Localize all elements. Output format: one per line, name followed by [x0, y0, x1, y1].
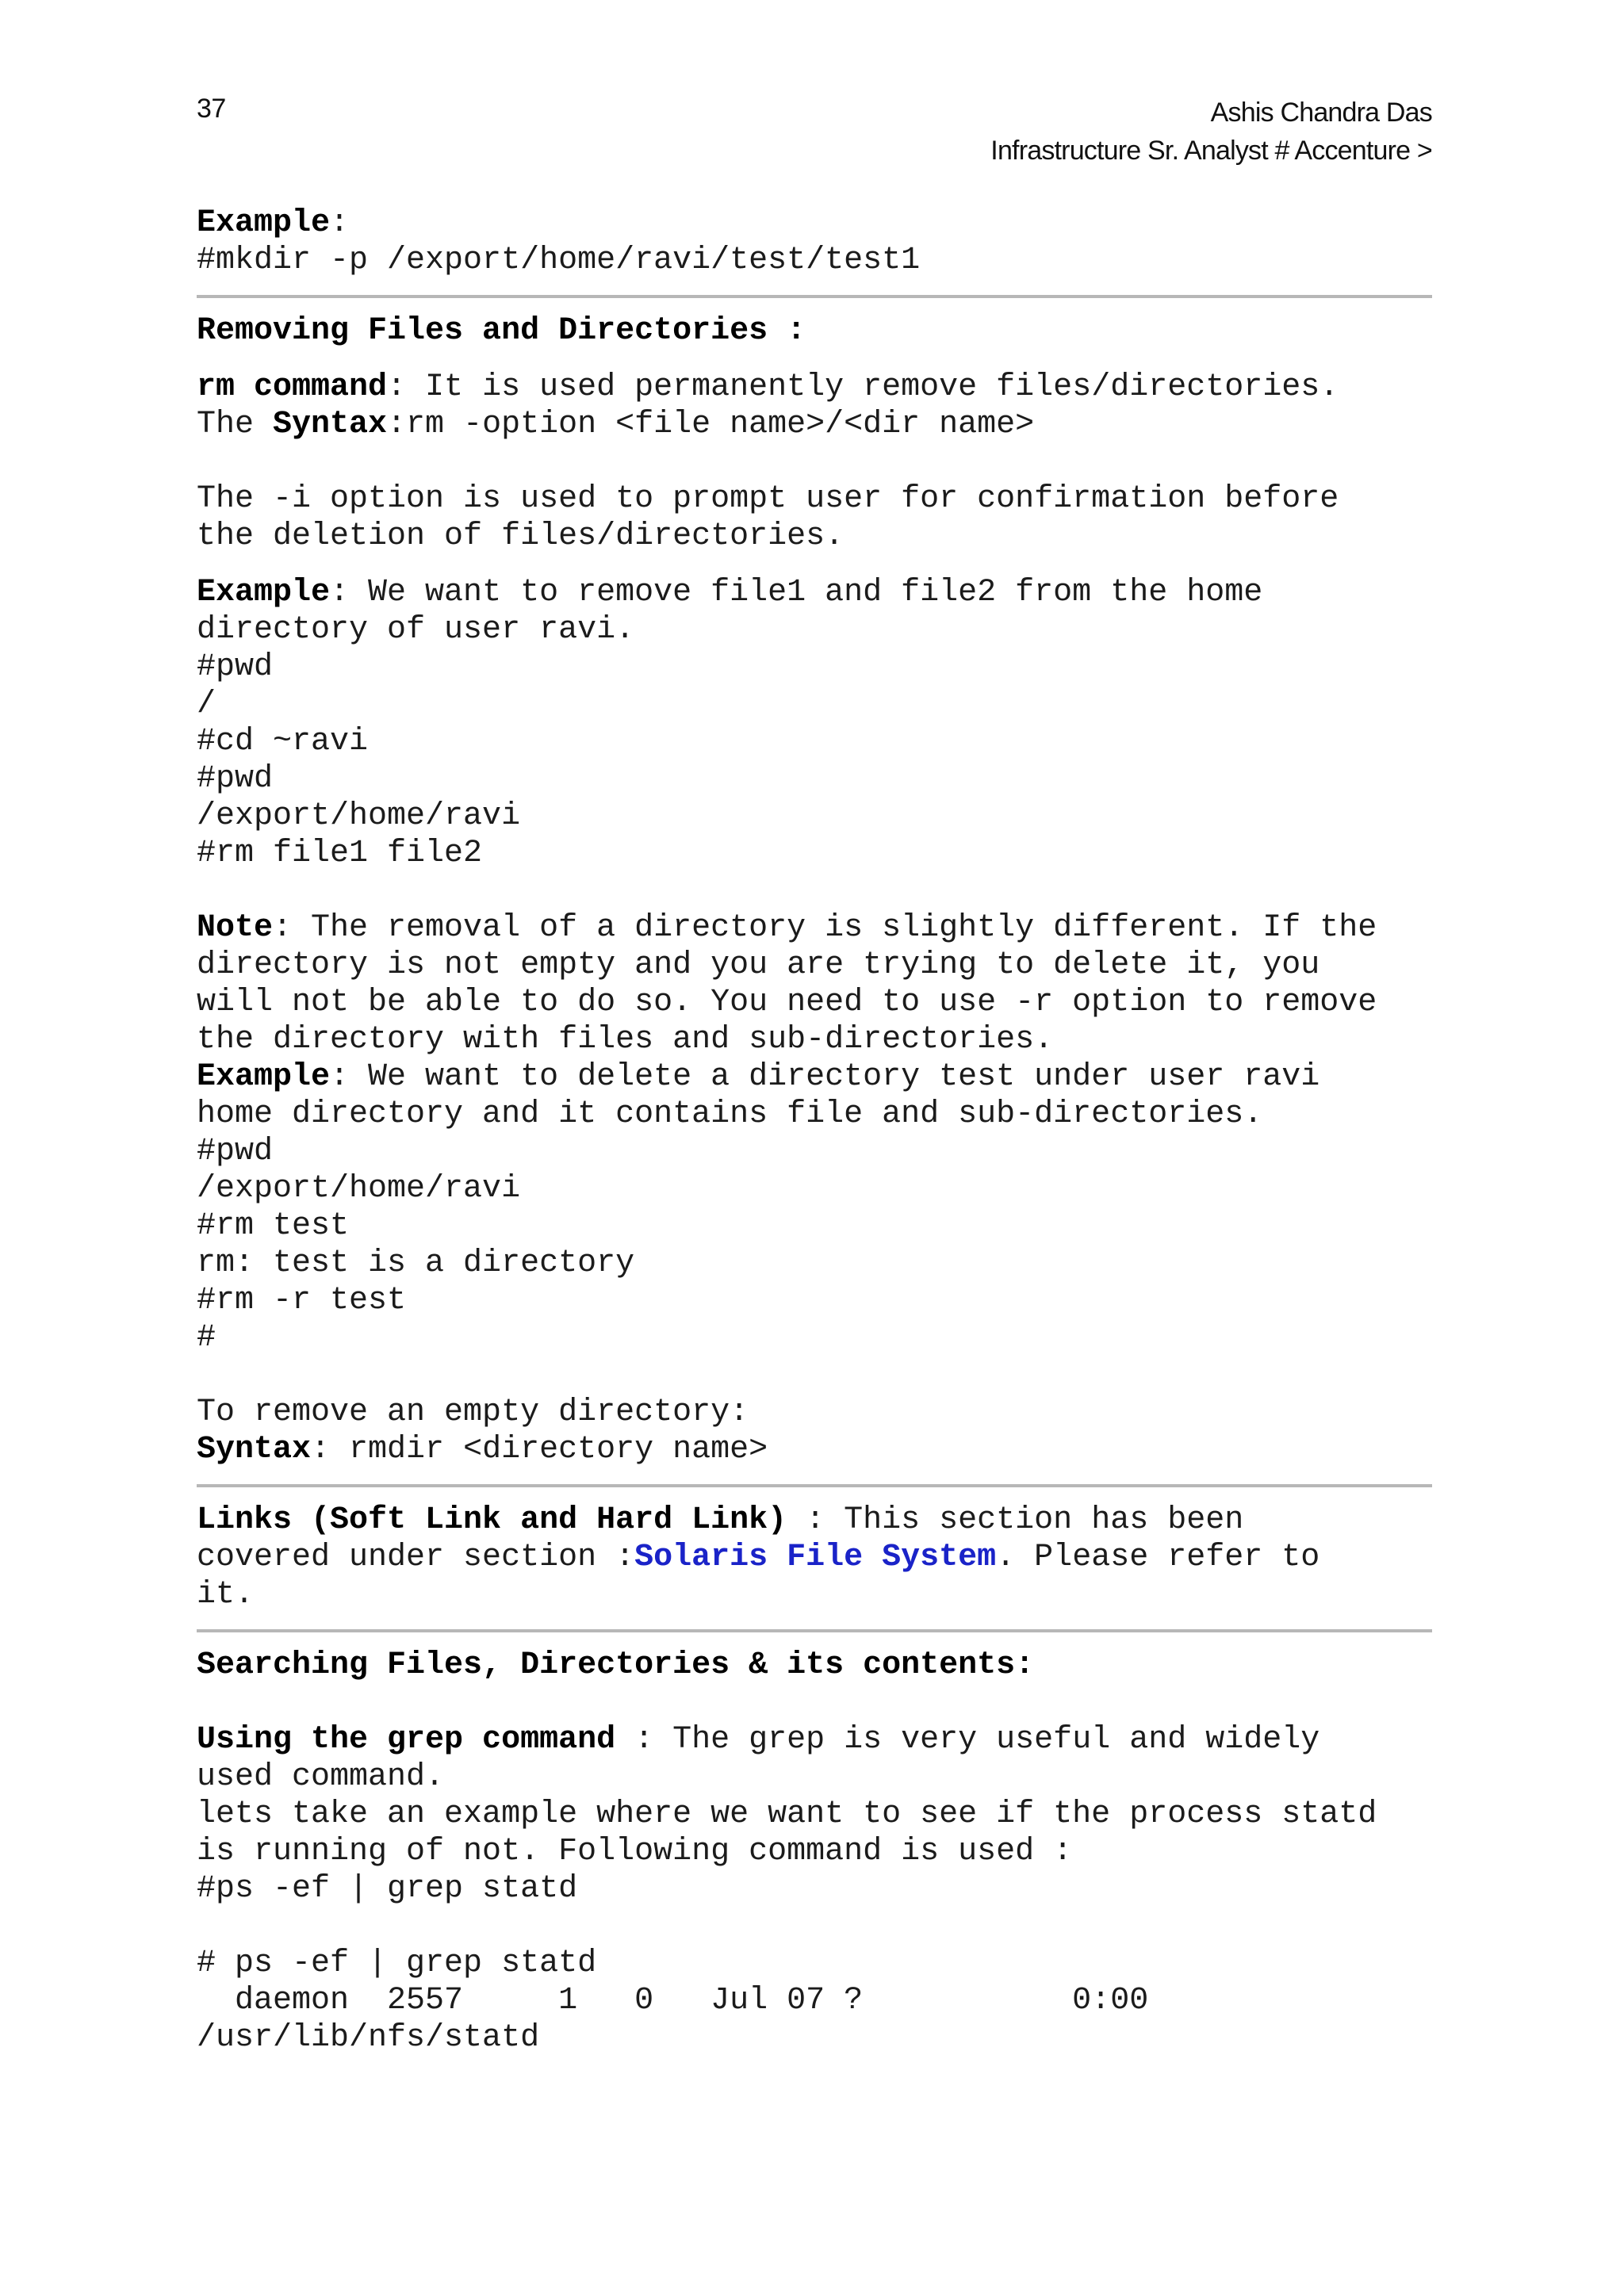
command-line: #cd ~ravi [197, 724, 369, 760]
grep-line-4: is running of not. Following command is used : [197, 1834, 1073, 1869]
note-label: Note [197, 910, 274, 946]
rm-syntax-line [197, 406, 1432, 443]
command-line: #pwd [197, 761, 274, 797]
mkdir-example-label-line [197, 205, 1432, 242]
example-label: Example [197, 1059, 331, 1095]
syntax-label: Syntax [273, 407, 388, 442]
example-colon: : [330, 205, 350, 241]
rm-command-line [197, 369, 1432, 406]
command-line: #rm test [197, 1208, 350, 1244]
example-label: Example [197, 205, 331, 241]
grep-line-2: used command. [197, 1759, 445, 1795]
command-line: / [197, 687, 216, 722]
mkdir-command: #mkdir -p /export/home/ravi/test/test1 [197, 243, 921, 278]
links-line-3: it. [197, 1577, 255, 1613]
rmdir-intro: To remove an empty directory: [197, 1395, 749, 1430]
syntax-prefix: The [197, 407, 274, 442]
links-text: : This section has been [787, 1502, 1244, 1538]
grep-line-3: lets take an example where we want to see if the process statd [197, 1797, 1377, 1832]
links-heading: Links (Soft Link and Hard Link) [197, 1502, 787, 1538]
syntax-value: :rm -option <file name>/<dir name> [387, 407, 1035, 442]
searching-heading-colon: : [1015, 1647, 1035, 1683]
output-line: # ps -ef | grep statd [197, 1946, 597, 1981]
command-line: #rm -r test [197, 1283, 407, 1318]
command-line: /export/home/ravi [197, 798, 521, 834]
note-line-1 [197, 909, 1432, 947]
example-line-1 [197, 574, 1432, 611]
syntax-value: : rmdir <directory name> [311, 1432, 768, 1468]
rmdir-syntax [197, 1431, 1432, 1468]
output-line: daemon 2557 1 0 Jul 07 ? 0:00 [197, 1983, 1149, 2019]
command-line: /export/home/ravi [197, 1171, 521, 1207]
example2-line-2: home directory and it contains file and sub-directories. [197, 1096, 1263, 1132]
page-number: 37 [197, 94, 226, 124]
output-line: /usr/lib/nfs/statd [197, 2020, 540, 2056]
command-line: #rm file1 file2 [197, 836, 483, 871]
section-divider [197, 1629, 1432, 1632]
links-line-2 [197, 1539, 1432, 1576]
note-line-4: the directory with files and sub-directories. [197, 1022, 1054, 1058]
header-role: Infrastructure Sr. Analyst # Accenture > [990, 136, 1432, 166]
command-line: rm: test is a directory [197, 1246, 635, 1281]
links-text: covered under section : [197, 1540, 635, 1575]
example-text: : We want to remove file1 and file2 from the home [330, 575, 1263, 610]
solaris-file-system-link[interactable]: Solaris File System [634, 1540, 997, 1575]
rm-label: rm command [197, 369, 388, 405]
syntax-label: Syntax [197, 1432, 312, 1468]
links-text: . Please refer to [996, 1540, 1320, 1575]
removing-heading-text: Removing Files and Directories : [197, 313, 806, 349]
i-option-line-2: the deletion of files/directories. [197, 519, 845, 554]
page-header [990, 94, 1432, 170]
example-text: : We want to delete a directory test under user ravi [330, 1059, 1320, 1095]
section-divider [197, 295, 1432, 298]
grep-label: Using the grep command [197, 1722, 616, 1758]
command-line: #pwd [197, 649, 274, 685]
grep-text: : The grep is very useful and widely [615, 1722, 1320, 1758]
removing-heading [197, 312, 1432, 350]
command-line: # [197, 1320, 216, 1356]
rm-description: : It is used permanently remove files/directories. [387, 369, 1339, 405]
note-text: : The removal of a directory is slightly different. If the [273, 910, 1377, 946]
document-body [197, 205, 1432, 2057]
example2-line-1 [197, 1058, 1432, 1096]
i-option-line-1: The -i option is used to prompt user for confirmation before [197, 481, 1339, 517]
grep-line-1 [197, 1721, 1432, 1758]
note-line-2: directory is not empty and you are trying to delete it, you [197, 947, 1320, 983]
searching-heading-text: Searching Files, Directories & its contents [197, 1647, 1016, 1683]
command-line: #pwd [197, 1134, 274, 1169]
searching-heading [197, 1647, 1432, 1684]
links-line-1 [197, 1502, 1432, 1539]
example-line-2: directory of user ravi. [197, 612, 635, 648]
example-label: Example [197, 575, 331, 610]
grep-command: #ps -ef | grep statd [197, 1871, 578, 1907]
header-author: Ashis Chandra Das [1210, 98, 1432, 128]
note-line-3: will not be able to do so. You need to use -r option to remove [197, 985, 1377, 1020]
section-divider [197, 1484, 1432, 1487]
